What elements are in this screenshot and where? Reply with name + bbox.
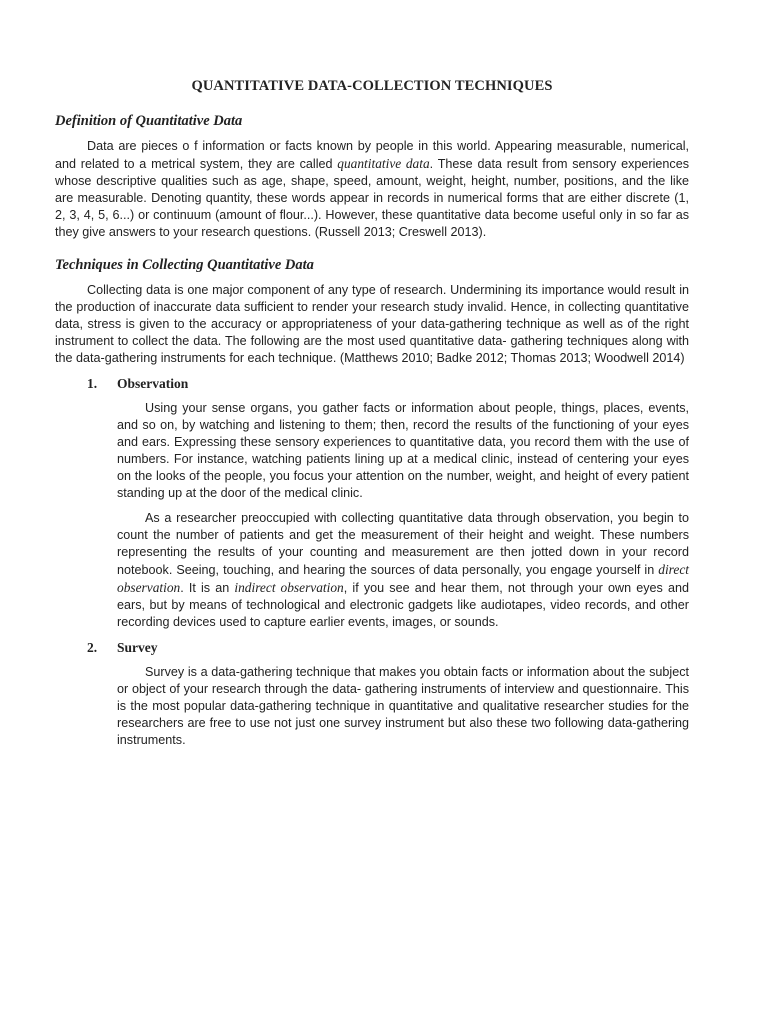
techniques-paragraph: Collecting data is one major component of any type of research. Undermining its importance would result in the production of inaccurate data sufficient to render your research study invalid. Hence, in collecting quantitative data, stress is given to the accuracy or appropriateness of your data-gathering technique as well as of the right instrument to collect the data. The following are the most used quantitative data- gathering techniques along with the data-gathering instruments for each technique. (Matthews 2010; Badke 2012; Thomas 2013; Woodwell 2014) xyxy=(55,283,689,365)
text-run: Data are pieces o f information or facts known by people in this world. Appearing measurable, numerical, and related to a metrical system, they are called xyxy=(55,139,689,171)
text-run: , if you see and hear them, not through your own eyes and ears, but by means of technological and electronic gadgets like audiotapes, video records, and other recording devices used to capture earlier events, images, or sounds. xyxy=(117,581,689,629)
observation-body xyxy=(117,400,689,631)
list-item-title: Survey xyxy=(117,640,158,655)
list-item-title: Observation xyxy=(117,376,189,391)
text-run: As a researcher preoccupied with collecting quantitative data through observation, you begin to count the number of patients and get the measurement of their height and weight. These numbers representing the results of your counting and measurement are then jotted down in your record notebook. Seeing, touching, and hearing the sources of data personally, you engage yourself in xyxy=(117,511,689,577)
text-run: . It is an xyxy=(180,581,235,595)
section-heading-definition: Definition of Quantitative Data xyxy=(55,113,243,129)
document-title: QUANTITATIVE DATA-COLLECTION TECHNIQUES xyxy=(191,78,553,94)
survey-body xyxy=(117,664,689,749)
survey-paragraph: Survey is a data-gathering technique that makes you obtain facts or information about the subject or object of your research through the data- gathering instruments of interview and questionnaire. This is the most popular data-gathering technique in quantitative and qualitative researcher studies for the researchers are free to use not just one survey instrument but also these two following data-gathering instruments. xyxy=(117,665,689,747)
term-direct-observation: direct observation xyxy=(117,562,689,595)
observation-paragraph-2 xyxy=(117,510,689,631)
list-item-heading-survey xyxy=(87,640,689,656)
term-quantitative-data: quantitative data xyxy=(337,156,430,171)
term-indirect-observation: indirect observation xyxy=(234,580,344,595)
observation-paragraph-1: Using your sense organs, you gather facts or information about people, things, places, events, and so on, by watching and listening to them; then, record the results of the functioning of your eyes and ears. Expressing these sensory experiences to quantitative data, you record them with the use of numbers. For instance, watching patients lining up at a medical clinic, instead of centering your eyes on the looks of the people, you focus your attention on the number, weight, and height of every patient standing up at the door of the medical clinic. xyxy=(117,401,689,500)
list-number: 2. xyxy=(87,640,98,655)
list-item-heading-observation xyxy=(87,376,689,392)
text-run: . These data result from sensory experiences whose descriptive qualities such as age, shape, speed, amount, weight, height, number, positions, and the like are measurable. Denoting quantity, these words appear in records in numerical forms that are either discrete (1, 2, 3, 4, 5, 6...) or continuum (amount of flour...). However, these quantitative data become useful only in so far as they give answers to your research questions. (Russell 2013; Creswell 2013). xyxy=(55,157,689,239)
definition-paragraph xyxy=(55,138,689,241)
section-heading-techniques: Techniques in Collecting Quantitative Data xyxy=(55,257,314,273)
list-number: 1. xyxy=(87,376,98,391)
